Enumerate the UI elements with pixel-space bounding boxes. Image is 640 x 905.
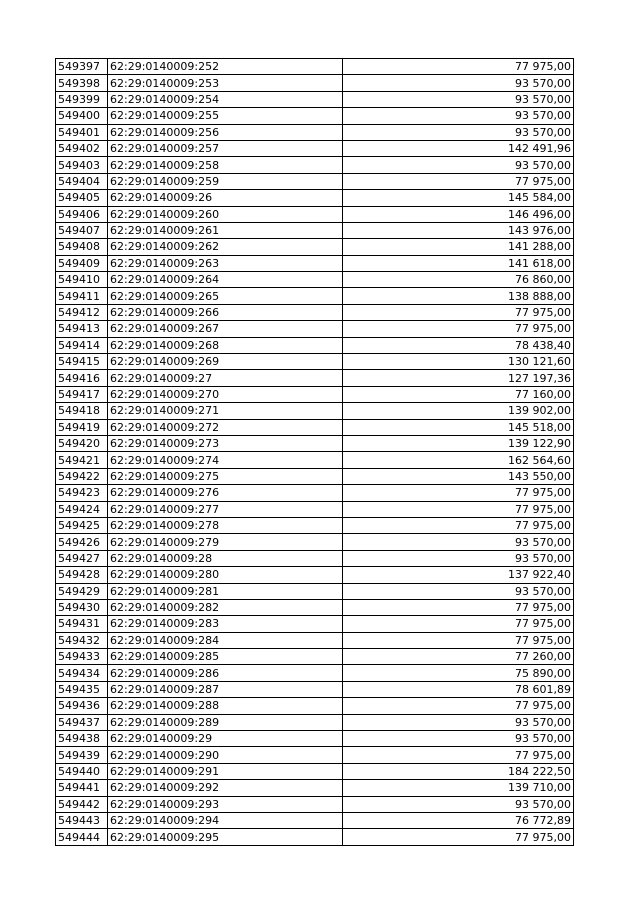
row-id-cell: 549432 bbox=[56, 632, 108, 648]
row-id-cell: 549422 bbox=[56, 468, 108, 484]
value-cell: 145 518,00 bbox=[343, 419, 574, 435]
row-id-cell: 549412 bbox=[56, 304, 108, 320]
table-row bbox=[56, 747, 574, 763]
cadastral-number-cell: 62:29:0140009:259 bbox=[108, 173, 343, 189]
cadastral-number-cell: 62:29:0140009:257 bbox=[108, 140, 343, 156]
cadastral-number-cell: 62:29:0140009:282 bbox=[108, 599, 343, 615]
row-id-cell: 549420 bbox=[56, 435, 108, 451]
value-cell: 139 122,90 bbox=[343, 435, 574, 451]
value-cell: 93 570,00 bbox=[343, 157, 574, 173]
table-row bbox=[56, 485, 574, 501]
table-body bbox=[56, 59, 574, 846]
cadastral-number-cell: 62:29:0140009:276 bbox=[108, 485, 343, 501]
table-row bbox=[56, 206, 574, 222]
row-id-cell: 549431 bbox=[56, 616, 108, 632]
row-id-cell: 549401 bbox=[56, 124, 108, 140]
row-id-cell: 549440 bbox=[56, 763, 108, 779]
cadastral-number-cell: 62:29:0140009:283 bbox=[108, 616, 343, 632]
table-row bbox=[56, 124, 574, 140]
value-cell: 143 976,00 bbox=[343, 222, 574, 238]
value-cell: 77 975,00 bbox=[343, 321, 574, 337]
value-cell: 93 570,00 bbox=[343, 75, 574, 91]
value-cell: 77 975,00 bbox=[343, 632, 574, 648]
table-row bbox=[56, 386, 574, 402]
value-cell: 93 570,00 bbox=[343, 534, 574, 550]
table-row bbox=[56, 157, 574, 173]
cadastral-number-cell: 62:29:0140009:281 bbox=[108, 583, 343, 599]
table-row bbox=[56, 304, 574, 320]
cadastral-number-cell: 62:29:0140009:290 bbox=[108, 747, 343, 763]
table-row bbox=[56, 534, 574, 550]
table-row bbox=[56, 173, 574, 189]
value-cell: 78 601,89 bbox=[343, 681, 574, 697]
cadastral-number-cell: 62:29:0140009:268 bbox=[108, 337, 343, 353]
value-cell: 142 491,96 bbox=[343, 140, 574, 156]
row-id-cell: 549414 bbox=[56, 337, 108, 353]
cadastral-number-cell: 62:29:0140009:284 bbox=[108, 632, 343, 648]
cadastral-number-cell: 62:29:0140009:253 bbox=[108, 75, 343, 91]
row-id-cell: 549433 bbox=[56, 649, 108, 665]
table-row bbox=[56, 829, 574, 845]
row-id-cell: 549429 bbox=[56, 583, 108, 599]
row-id-cell: 549442 bbox=[56, 796, 108, 812]
row-id-cell: 549406 bbox=[56, 206, 108, 222]
table-row bbox=[56, 337, 574, 353]
value-cell: 77 260,00 bbox=[343, 649, 574, 665]
cadastral-number-cell: 62:29:0140009:266 bbox=[108, 304, 343, 320]
cadastral-number-cell: 62:29:0140009:287 bbox=[108, 681, 343, 697]
value-cell: 141 618,00 bbox=[343, 255, 574, 271]
value-cell: 93 570,00 bbox=[343, 714, 574, 730]
value-cell: 127 197,36 bbox=[343, 370, 574, 386]
cadastral-number-cell: 62:29:0140009:262 bbox=[108, 239, 343, 255]
table-row bbox=[56, 731, 574, 747]
row-id-cell: 549405 bbox=[56, 190, 108, 206]
table-row bbox=[56, 288, 574, 304]
table-row bbox=[56, 468, 574, 484]
value-cell: 77 975,00 bbox=[343, 485, 574, 501]
value-cell: 77 975,00 bbox=[343, 747, 574, 763]
cadastral-number-cell: 62:29:0140009:256 bbox=[108, 124, 343, 140]
value-cell: 143 550,00 bbox=[343, 468, 574, 484]
cadastral-number-cell: 62:29:0140009:275 bbox=[108, 468, 343, 484]
table-row bbox=[56, 812, 574, 828]
table-row bbox=[56, 763, 574, 779]
value-cell: 141 288,00 bbox=[343, 239, 574, 255]
table-row bbox=[56, 665, 574, 681]
value-cell: 77 975,00 bbox=[343, 173, 574, 189]
table-row bbox=[56, 599, 574, 615]
table-row bbox=[56, 255, 574, 271]
row-id-cell: 549426 bbox=[56, 534, 108, 550]
value-cell: 93 570,00 bbox=[343, 124, 574, 140]
cadastral-number-cell: 62:29:0140009:269 bbox=[108, 354, 343, 370]
cadastral-number-cell: 62:29:0140009:258 bbox=[108, 157, 343, 173]
table-row bbox=[56, 698, 574, 714]
cadastral-number-cell: 62:29:0140009:292 bbox=[108, 780, 343, 796]
cadastral-number-cell: 62:29:0140009:261 bbox=[108, 222, 343, 238]
cadastral-number-cell: 62:29:0140009:29 bbox=[108, 731, 343, 747]
row-id-cell: 549402 bbox=[56, 140, 108, 156]
value-cell: 93 570,00 bbox=[343, 550, 574, 566]
cadastral-number-cell: 62:29:0140009:295 bbox=[108, 829, 343, 845]
row-id-cell: 549417 bbox=[56, 386, 108, 402]
cadastral-number-cell: 62:29:0140009:271 bbox=[108, 403, 343, 419]
value-cell: 93 570,00 bbox=[343, 108, 574, 124]
table-row bbox=[56, 272, 574, 288]
row-id-cell: 549408 bbox=[56, 239, 108, 255]
table-row bbox=[56, 517, 574, 533]
table-row bbox=[56, 550, 574, 566]
table-row bbox=[56, 140, 574, 156]
cadastral-number-cell: 62:29:0140009:270 bbox=[108, 386, 343, 402]
cadastral-number-cell: 62:29:0140009:260 bbox=[108, 206, 343, 222]
table-row bbox=[56, 239, 574, 255]
value-cell: 137 922,40 bbox=[343, 567, 574, 583]
cadastral-number-cell: 62:29:0140009:291 bbox=[108, 763, 343, 779]
value-cell: 138 888,00 bbox=[343, 288, 574, 304]
cadastral-number-cell: 62:29:0140009:264 bbox=[108, 272, 343, 288]
cadastral-number-cell: 62:29:0140009:263 bbox=[108, 255, 343, 271]
table-row bbox=[56, 649, 574, 665]
row-id-cell: 549435 bbox=[56, 681, 108, 697]
table-row bbox=[56, 435, 574, 451]
cadastral-number-cell: 62:29:0140009:28 bbox=[108, 550, 343, 566]
table-row bbox=[56, 354, 574, 370]
cadastral-number-cell: 62:29:0140009:252 bbox=[108, 59, 343, 75]
row-id-cell: 549398 bbox=[56, 75, 108, 91]
cadastral-number-cell: 62:29:0140009:26 bbox=[108, 190, 343, 206]
value-cell: 93 570,00 bbox=[343, 796, 574, 812]
row-id-cell: 549418 bbox=[56, 403, 108, 419]
value-cell: 77 975,00 bbox=[343, 698, 574, 714]
table-row bbox=[56, 681, 574, 697]
cadastral-number-cell: 62:29:0140009:286 bbox=[108, 665, 343, 681]
cadastral-number-cell: 62:29:0140009:278 bbox=[108, 517, 343, 533]
table-row bbox=[56, 190, 574, 206]
row-id-cell: 549437 bbox=[56, 714, 108, 730]
table-row bbox=[56, 616, 574, 632]
value-cell: 77 975,00 bbox=[343, 829, 574, 845]
row-id-cell: 549425 bbox=[56, 517, 108, 533]
row-id-cell: 549439 bbox=[56, 747, 108, 763]
cadastral-number-cell: 62:29:0140009:265 bbox=[108, 288, 343, 304]
table-row bbox=[56, 796, 574, 812]
row-id-cell: 549413 bbox=[56, 321, 108, 337]
table-row bbox=[56, 452, 574, 468]
value-cell: 139 902,00 bbox=[343, 403, 574, 419]
table-row bbox=[56, 780, 574, 796]
value-cell: 93 570,00 bbox=[343, 731, 574, 747]
value-cell: 130 121,60 bbox=[343, 354, 574, 370]
cadastral-number-cell: 62:29:0140009:289 bbox=[108, 714, 343, 730]
row-id-cell: 549410 bbox=[56, 272, 108, 288]
cadastral-number-cell: 62:29:0140009:255 bbox=[108, 108, 343, 124]
cadastral-number-cell: 62:29:0140009:267 bbox=[108, 321, 343, 337]
value-cell: 145 584,00 bbox=[343, 190, 574, 206]
value-cell: 184 222,50 bbox=[343, 763, 574, 779]
row-id-cell: 549427 bbox=[56, 550, 108, 566]
row-id-cell: 549400 bbox=[56, 108, 108, 124]
table-row bbox=[56, 108, 574, 124]
table-row bbox=[56, 583, 574, 599]
cadastral-table bbox=[55, 58, 574, 846]
cadastral-number-cell: 62:29:0140009:285 bbox=[108, 649, 343, 665]
row-id-cell: 549428 bbox=[56, 567, 108, 583]
row-id-cell: 549441 bbox=[56, 780, 108, 796]
row-id-cell: 549399 bbox=[56, 91, 108, 107]
row-id-cell: 549415 bbox=[56, 354, 108, 370]
row-id-cell: 549434 bbox=[56, 665, 108, 681]
row-id-cell: 549436 bbox=[56, 698, 108, 714]
cadastral-number-cell: 62:29:0140009:288 bbox=[108, 698, 343, 714]
cadastral-number-cell: 62:29:0140009:27 bbox=[108, 370, 343, 386]
row-id-cell: 549411 bbox=[56, 288, 108, 304]
row-id-cell: 549421 bbox=[56, 452, 108, 468]
value-cell: 162 564,60 bbox=[343, 452, 574, 468]
table-row bbox=[56, 419, 574, 435]
cadastral-number-cell: 62:29:0140009:279 bbox=[108, 534, 343, 550]
cadastral-number-cell: 62:29:0140009:272 bbox=[108, 419, 343, 435]
value-cell: 77 160,00 bbox=[343, 386, 574, 402]
value-cell: 78 438,40 bbox=[343, 337, 574, 353]
value-cell: 93 570,00 bbox=[343, 583, 574, 599]
table-row bbox=[56, 501, 574, 517]
table-row bbox=[56, 59, 574, 75]
value-cell: 139 710,00 bbox=[343, 780, 574, 796]
value-cell: 77 975,00 bbox=[343, 501, 574, 517]
value-cell: 77 975,00 bbox=[343, 59, 574, 75]
cadastral-number-cell: 62:29:0140009:293 bbox=[108, 796, 343, 812]
value-cell: 76 860,00 bbox=[343, 272, 574, 288]
value-cell: 146 496,00 bbox=[343, 206, 574, 222]
value-cell: 77 975,00 bbox=[343, 599, 574, 615]
table-row bbox=[56, 370, 574, 386]
row-id-cell: 549423 bbox=[56, 485, 108, 501]
row-id-cell: 549397 bbox=[56, 59, 108, 75]
row-id-cell: 549424 bbox=[56, 501, 108, 517]
row-id-cell: 549404 bbox=[56, 173, 108, 189]
value-cell: 77 975,00 bbox=[343, 517, 574, 533]
row-id-cell: 549438 bbox=[56, 731, 108, 747]
table-row bbox=[56, 403, 574, 419]
cadastral-number-cell: 62:29:0140009:277 bbox=[108, 501, 343, 517]
value-cell: 93 570,00 bbox=[343, 91, 574, 107]
row-id-cell: 549409 bbox=[56, 255, 108, 271]
table-row bbox=[56, 567, 574, 583]
table-row bbox=[56, 91, 574, 107]
cadastral-number-cell: 62:29:0140009:273 bbox=[108, 435, 343, 451]
table-row bbox=[56, 222, 574, 238]
cadastral-number-cell: 62:29:0140009:274 bbox=[108, 452, 343, 468]
table-row bbox=[56, 632, 574, 648]
row-id-cell: 549419 bbox=[56, 419, 108, 435]
row-id-cell: 549407 bbox=[56, 222, 108, 238]
row-id-cell: 549430 bbox=[56, 599, 108, 615]
cadastral-number-cell: 62:29:0140009:294 bbox=[108, 812, 343, 828]
table-row bbox=[56, 321, 574, 337]
cadastral-number-cell: 62:29:0140009:280 bbox=[108, 567, 343, 583]
value-cell: 77 975,00 bbox=[343, 304, 574, 320]
row-id-cell: 549403 bbox=[56, 157, 108, 173]
table-row bbox=[56, 714, 574, 730]
row-id-cell: 549416 bbox=[56, 370, 108, 386]
row-id-cell: 549444 bbox=[56, 829, 108, 845]
value-cell: 76 772,89 bbox=[343, 812, 574, 828]
value-cell: 75 890,00 bbox=[343, 665, 574, 681]
cadastral-number-cell: 62:29:0140009:254 bbox=[108, 91, 343, 107]
row-id-cell: 549443 bbox=[56, 812, 108, 828]
table-row bbox=[56, 75, 574, 91]
value-cell: 77 975,00 bbox=[343, 616, 574, 632]
